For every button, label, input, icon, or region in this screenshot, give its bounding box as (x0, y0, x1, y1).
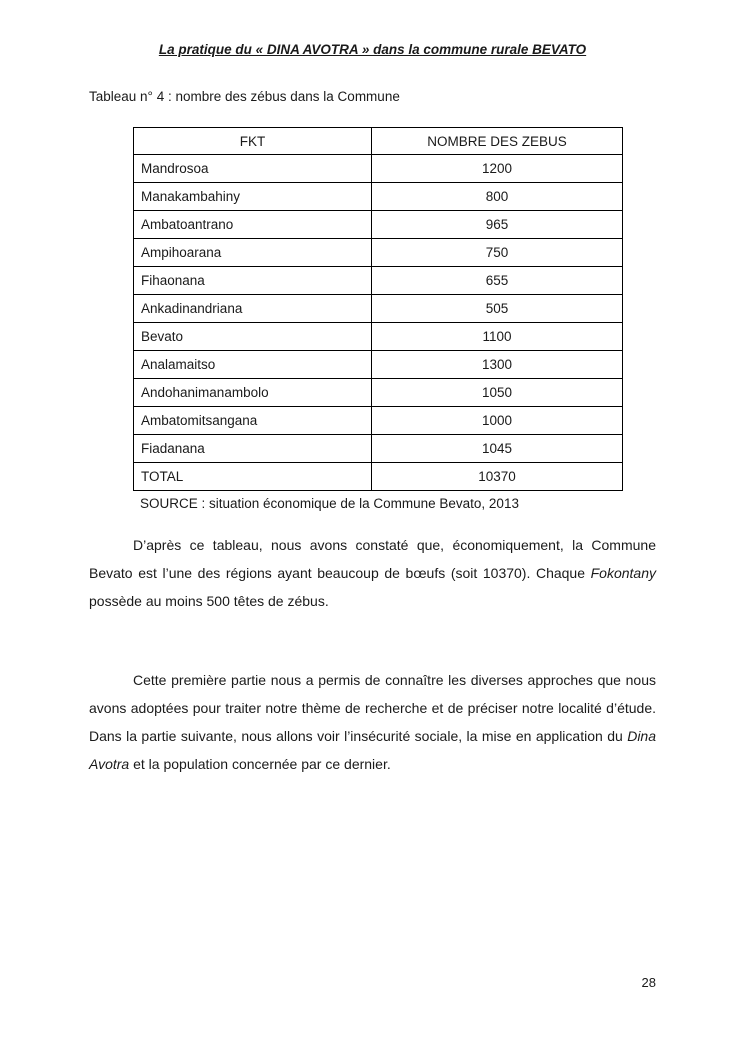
zebu-count-table (133, 127, 623, 491)
page-number: 28 (641, 975, 656, 990)
table-row (134, 351, 623, 379)
zebus-cell: 505 (372, 295, 623, 323)
zebus-cell: 10370 (372, 463, 623, 491)
fkt-cell: Ambatoantrano (134, 211, 372, 239)
table-row (134, 239, 623, 267)
zebus-cell: 655 (372, 267, 623, 295)
running-header (89, 42, 656, 57)
table-row (134, 295, 623, 323)
zebus-cell: 750 (372, 239, 623, 267)
fkt-cell: Analamaitso (134, 351, 372, 379)
zebus-cell: 965 (372, 211, 623, 239)
table-source-note: SOURCE : situation économique de la Commune Bevato, 2013 (140, 496, 519, 511)
zebus-cell: 1200 (372, 155, 623, 183)
paragraph-italic-term: Fokontany (590, 565, 656, 581)
paragraph-analysis (89, 531, 656, 615)
table-row (134, 155, 623, 183)
zebus-cell: 1050 (372, 379, 623, 407)
paragraph-text: et la population concernée par ce dernier. (129, 756, 391, 772)
fkt-cell: Ambatomitsangana (134, 407, 372, 435)
fkt-cell: Bevato (134, 323, 372, 351)
fkt-cell: Fihaonana (134, 267, 372, 295)
table-total-row (134, 463, 623, 491)
fkt-cell: Manakambahiny (134, 183, 372, 211)
running-header-text: La pratique du « DINA AVOTRA » dans la commune rurale BEVATO (158, 42, 587, 57)
paragraph-text: possède au moins 500 têtes de zébus. (89, 593, 329, 609)
zebus-cell: 800 (372, 183, 623, 211)
table-row (134, 211, 623, 239)
paragraph-text: D’après ce tableau, nous avons constaté que, économiquement, la Commune Bevato est l’une des régions ayant beaucoup de bœufs (soit 10370). Chaque (89, 537, 656, 581)
table-row (134, 323, 623, 351)
fkt-cell: Ampihoarana (134, 239, 372, 267)
table-row (134, 183, 623, 211)
paragraph-text: Cette première partie nous a permis de connaître les diverses approches que nous avons adoptées pour traiter notre thème de recherche et de préciser notre localité d’étude. Dans la partie suivante, nous allons voir l’insécurité sociale, la mise en application du (89, 672, 656, 744)
column-header-zebus: NOMBRE DES ZEBUS (372, 128, 623, 155)
column-header-fkt: FKT (134, 128, 372, 155)
fkt-cell: Andohanimanambolo (134, 379, 372, 407)
zebus-cell: 1000 (372, 407, 623, 435)
fkt-cell: Ankadinandriana (134, 295, 372, 323)
fkt-cell: Mandrosoa (134, 155, 372, 183)
table-row (134, 407, 623, 435)
zebus-cell: 1300 (372, 351, 623, 379)
zebus-cell: 1045 (372, 435, 623, 463)
fkt-cell: Fiadanana (134, 435, 372, 463)
table-caption: Tableau n° 4 : nombre des zébus dans la Commune (89, 89, 400, 104)
paragraph-conclusion (89, 666, 656, 778)
table-row (134, 379, 623, 407)
paragraph-italic-term: Dina Avotra (89, 728, 656, 772)
table-row (134, 267, 623, 295)
fkt-cell: TOTAL (134, 463, 372, 491)
table-row (134, 435, 623, 463)
zebus-cell: 1100 (372, 323, 623, 351)
table-header-row (134, 128, 623, 155)
